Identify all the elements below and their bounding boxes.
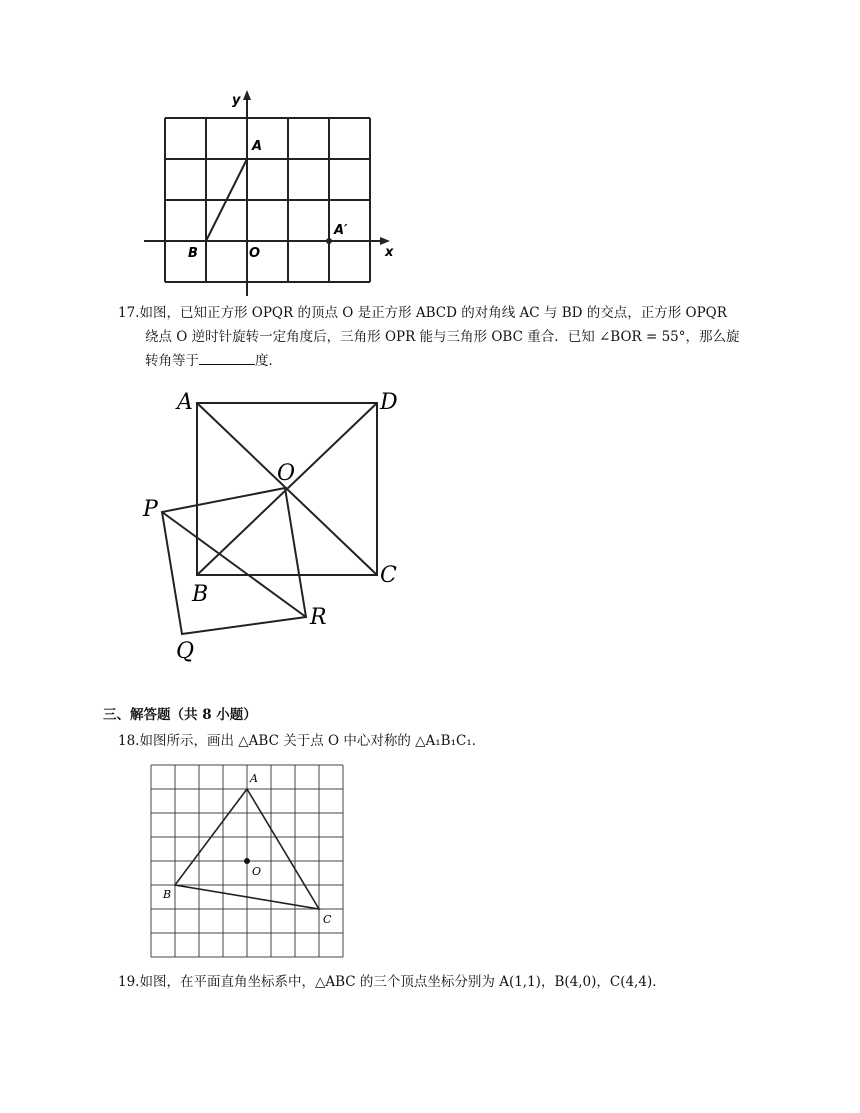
q17-squares-figure xyxy=(140,382,420,672)
point-d-label: D xyxy=(380,390,398,415)
q17-answer-blank[interactable] xyxy=(199,350,255,365)
x-axis-arrow xyxy=(380,237,390,245)
q17-line2-text: 绕点 O 逆时针旋转一定角度后，三角形 OPR 能与三角形 OBC 重合．已知 ∠BOR = 55°，那么旋 xyxy=(145,329,740,345)
point-o-label: O xyxy=(252,865,262,878)
x-axis-label: x xyxy=(385,245,394,260)
point-o xyxy=(244,858,250,864)
point-b-label: B xyxy=(192,582,209,607)
point-q-label: Q xyxy=(176,639,195,664)
section-title: 三、解答题（共 8 小题） xyxy=(103,707,257,723)
q18-line xyxy=(118,729,485,753)
point-a-prime xyxy=(326,238,332,244)
q18-number: 18. xyxy=(118,733,140,749)
q17-line2 xyxy=(145,325,740,349)
y-axis-arrow xyxy=(243,90,251,100)
square-opqr xyxy=(162,488,306,634)
q18-grid-figure xyxy=(148,762,350,960)
section-heading xyxy=(103,703,257,727)
diagonal-pr xyxy=(162,512,306,617)
point-p-label: P xyxy=(143,497,158,522)
point-b-label: B xyxy=(188,246,198,261)
point-c-label: C xyxy=(323,913,332,926)
point-o-label: O xyxy=(277,461,296,486)
q16-coordinate-figure xyxy=(140,88,410,300)
point-r-label: R xyxy=(310,605,327,630)
q19-line xyxy=(118,970,666,994)
q18-text: 如图所示，画出 △ABC 关于点 O 中心对称的 △A₁B₁C₁． xyxy=(139,733,486,749)
y-axis-label: y xyxy=(232,93,241,108)
point-c-label: C xyxy=(380,563,397,588)
q17-line1 xyxy=(118,301,727,325)
point-a-prime-label: A′ xyxy=(334,223,348,238)
q19-number: 19. xyxy=(118,974,140,990)
q17-number: 17. xyxy=(118,305,140,321)
point-o-label: O xyxy=(249,246,261,261)
q19-text: 如图，在平面直角坐标系中，△ABC 的三个顶点坐标分别为 A(1,1)，B(4,0)，C(4,4)． xyxy=(139,974,666,990)
q17-line3 xyxy=(145,349,282,373)
q17-line3-before: 转角等于 xyxy=(145,353,199,369)
point-a-label: A xyxy=(177,390,193,415)
q17-line3-after: 度． xyxy=(255,353,282,369)
point-b-label: B xyxy=(163,888,172,901)
q17-line1-text: 如图，已知正方形 OPQR 的顶点 O 是正方形 ABCD 的对角线 AC 与 BD 的交点，正方形 OPQR xyxy=(139,305,727,321)
point-a-label: A xyxy=(250,772,258,785)
point-a-label: A xyxy=(252,139,263,154)
